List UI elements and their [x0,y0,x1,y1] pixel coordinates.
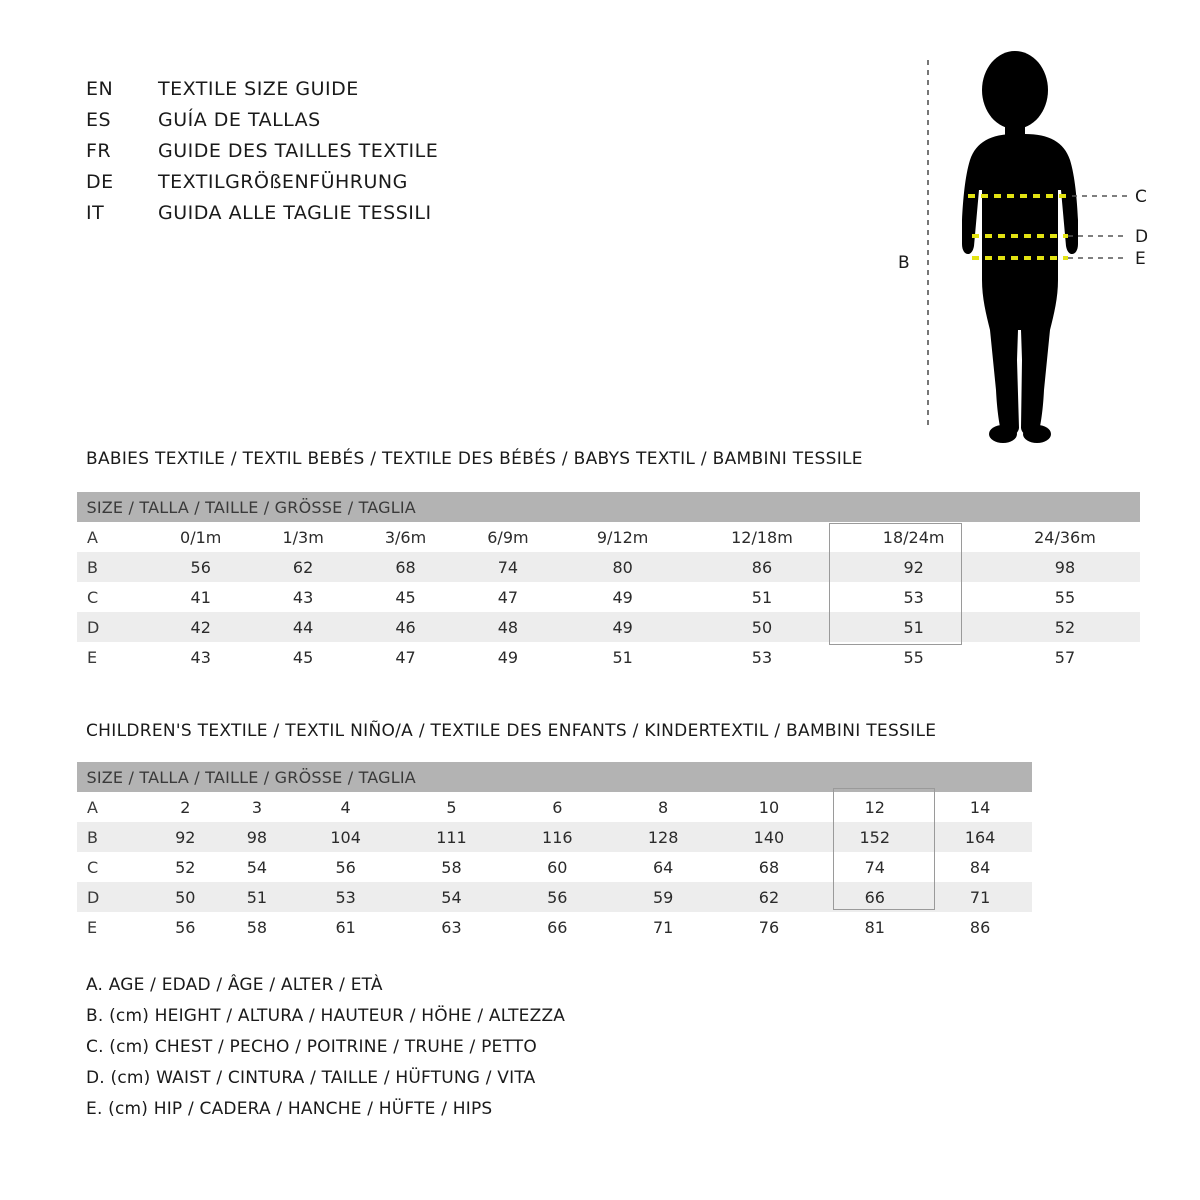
cell: 81 [822,912,928,942]
cell: 8 [610,792,716,822]
cell: 104 [293,822,399,852]
cell: 98 [989,552,1140,582]
language-row [86,78,586,109]
cell: 52 [989,612,1140,642]
language-title: GUIDA ALLE TAGLIE TESSILI [158,202,432,224]
language-title: GUIDE DES TAILLES TEXTILE [158,140,439,162]
cell: 64 [610,852,716,882]
children-table-header: SIZE / TALLA / TAILLE / GRÖSSE / TAGLIA [77,762,1033,792]
table-header-row [77,762,1033,792]
cell: 2 [150,792,222,822]
cell: 6/9m [457,522,559,552]
cell: 58 [221,912,293,942]
children-section-title: CHILDREN'S TEXTILE / TEXTIL NIÑO/A / TEXTILE DES ENFANTS / KINDERTEXTIL / BAMBINI TESSILE [86,721,937,741]
cell: 58 [399,852,505,882]
cell: 43 [150,642,252,672]
cell: 45 [252,642,354,672]
cell: 5 [399,792,505,822]
row-label: B [77,822,150,852]
table-row [77,522,1141,552]
table-row [77,882,1033,912]
cell: 86 [928,912,1032,942]
cell: 51 [221,882,293,912]
cell: 140 [716,822,822,852]
cell: 46 [354,612,456,642]
language-code: EN [86,78,114,100]
cell: 63 [399,912,505,942]
cell: 60 [504,852,610,882]
cell: 42 [150,612,252,642]
cell: 92 [838,552,990,582]
cell: 62 [252,552,354,582]
cell: 80 [559,552,686,582]
cell: 41 [150,582,252,612]
cell: 74 [457,552,559,582]
cell: 71 [928,882,1032,912]
cell: 68 [354,552,456,582]
measurement-legend [86,975,565,1130]
language-title: TEXTILGRÖßENFÜHRUNG [158,171,408,193]
language-code: ES [86,109,112,131]
cell: 66 [822,882,928,912]
cell: 44 [252,612,354,642]
chest-label-c: C [1135,187,1147,207]
table-row [77,642,1141,672]
row-label: D [77,882,150,912]
table-row [77,792,1033,822]
legend-item-d: D. (cm) WAIST / CINTURA / TAILLE / HÜFTUNG / VITA [86,1068,536,1088]
row-label: A [77,522,150,552]
table-row [77,612,1141,642]
cell: 56 [293,852,399,882]
row-label: C [77,582,150,612]
row-label: E [77,642,150,672]
cell: 3/6m [354,522,456,552]
language-code: DE [86,171,114,193]
cell: 1/3m [252,522,354,552]
cell: 74 [822,852,928,882]
cell: 71 [610,912,716,942]
legend-item-c: C. (cm) CHEST / PECHO / POITRINE / TRUHE / PETTO [86,1037,537,1057]
cell: 47 [354,642,456,672]
table-row [77,852,1033,882]
cell: 49 [559,612,686,642]
cell: 56 [150,552,252,582]
row-label: C [77,852,150,882]
cell: 49 [457,642,559,672]
cell: 52 [150,852,222,882]
cell: 54 [221,852,293,882]
babies-section-title: BABIES TEXTILE / TEXTIL BEBÉS / TEXTILE DES BÉBÉS / BABYS TEXTIL / BAMBINI TESSILE [86,449,863,469]
cell: 10 [716,792,822,822]
cell: 61 [293,912,399,942]
cell: 84 [928,852,1032,882]
cell: 6 [504,792,610,822]
cell: 51 [686,582,838,612]
cell: 62 [716,882,822,912]
row-label: B [77,552,150,582]
language-code: FR [86,140,112,162]
row-label: E [77,912,150,942]
cell: 12/18m [686,522,838,552]
table-row [77,552,1141,582]
legend-item-e: E. (cm) HIP / CADERA / HANCHE / HÜFTE / HIPS [86,1099,493,1119]
child-silhouette [962,51,1078,443]
waist-label-d: D [1135,227,1149,247]
cell: 53 [838,582,990,612]
cell: 12 [822,792,928,822]
cell: 128 [610,822,716,852]
cell: 55 [989,582,1140,612]
cell: 18/24m [838,522,990,552]
language-row [86,140,586,171]
cell: 68 [716,852,822,882]
cell: 50 [150,882,222,912]
legend-item-b: B. (cm) HEIGHT / ALTURA / HAUTEUR / HÖHE / ALTEZZA [86,1006,566,1026]
legend-item-a: A. AGE / EDAD / ÂGE / ALTER / ETÀ [86,975,383,995]
cell: 57 [989,642,1140,672]
cell: 111 [399,822,505,852]
language-code: IT [86,202,105,224]
cell: 53 [686,642,838,672]
language-row [86,171,586,202]
cell: 86 [686,552,838,582]
cell: 48 [457,612,559,642]
language-title-block [86,78,586,233]
cell: 98 [221,822,293,852]
cell: 24/36m [989,522,1140,552]
height-label-b: B [898,253,910,273]
cell: 152 [822,822,928,852]
row-label: A [77,792,150,822]
cell: 56 [504,882,610,912]
cell: 4 [293,792,399,822]
cell: 14 [928,792,1032,822]
babies-size-table [76,492,1140,672]
cell: 50 [686,612,838,642]
cell: 76 [716,912,822,942]
cell: 59 [610,882,716,912]
cell: 164 [928,822,1032,852]
hip-label-e: E [1135,249,1146,269]
table-row [77,582,1141,612]
cell: 0/1m [150,522,252,552]
cell: 116 [504,822,610,852]
table-row [77,822,1033,852]
language-row [86,202,586,233]
language-title: TEXTILE SIZE GUIDE [158,78,359,100]
table-row [77,912,1033,942]
cell: 45 [354,582,456,612]
cell: 51 [559,642,686,672]
cell: 66 [504,912,610,942]
cell: 56 [150,912,222,942]
cell: 9/12m [559,522,686,552]
language-title: GUÍA DE TALLAS [158,109,321,131]
cell: 54 [399,882,505,912]
cell: 51 [838,612,990,642]
cell: 55 [838,642,990,672]
table-header-row [77,492,1141,522]
row-label: D [77,612,150,642]
cell: 49 [559,582,686,612]
babies-table-header: SIZE / TALLA / TAILLE / GRÖSSE / TAGLIA [77,492,1141,522]
cell: 47 [457,582,559,612]
cell: 92 [150,822,222,852]
children-size-table [76,762,1032,942]
measurement-figure [860,30,1180,450]
cell: 3 [221,792,293,822]
cell: 53 [293,882,399,912]
cell: 43 [252,582,354,612]
language-row [86,109,586,140]
